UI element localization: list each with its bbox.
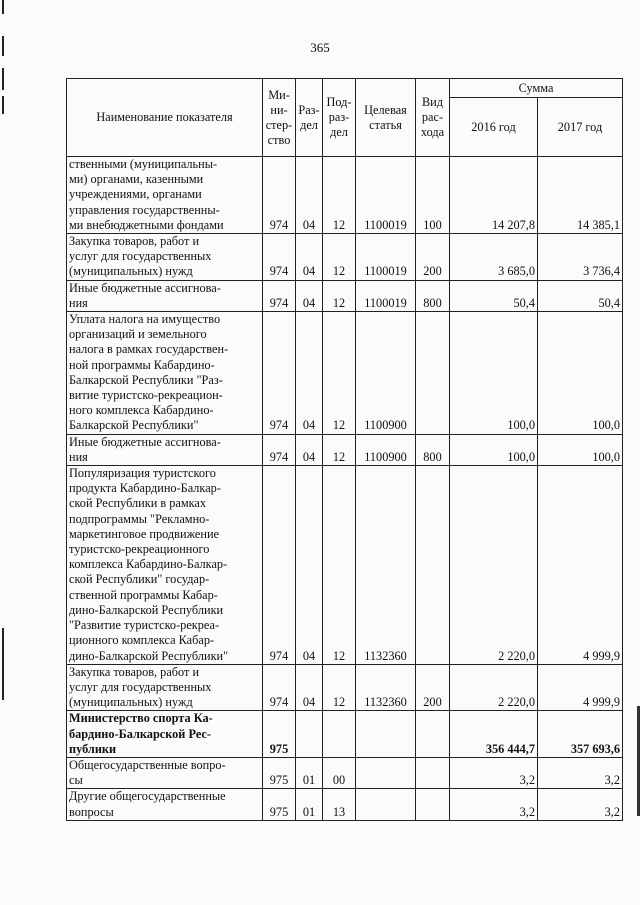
row-amount-2017: 50,4 (538, 280, 623, 311)
row-ministry: 974 (263, 312, 296, 435)
header-name: Наименование показателя (67, 79, 263, 157)
row-ministry: 974 (263, 664, 296, 711)
row-expense-type: 800 (416, 280, 450, 311)
header-subsection: Под- раз- дел (323, 79, 356, 157)
row-amount-2016: 100,0 (450, 312, 538, 435)
row-ministry: 974 (263, 157, 296, 234)
table-row (67, 434, 623, 465)
row-amount-2017: 4 999,9 (538, 664, 623, 711)
table-row (67, 312, 623, 435)
row-amount-2016: 3,2 (450, 789, 538, 820)
row-section: 01 (296, 789, 323, 820)
row-target: 1100019 (356, 157, 416, 234)
row-subsection (323, 711, 356, 758)
row-ministry: 975 (263, 757, 296, 788)
row-expense-type (416, 757, 450, 788)
row-subsection: 12 (323, 664, 356, 711)
left-margin-mark (2, 0, 4, 14)
row-amount-2017: 3,2 (538, 757, 623, 788)
row-expense-type (416, 711, 450, 758)
row-name: Закупка товаров, работ и услуг для государственных (муниципальных) нужд (67, 664, 263, 711)
row-name: Иные бюджетные ассигнова- ния (67, 434, 263, 465)
budget-table (66, 78, 623, 821)
header-expense-type: Вид рас- хода (416, 79, 450, 157)
row-name: Закупка товаров, работ и услуг для государственных (муниципальных) нужд (67, 234, 263, 281)
row-target: 1100019 (356, 234, 416, 281)
row-amount-2016: 100,0 (450, 434, 538, 465)
row-name: Уплата налога на имущество организаций и земельного налога в рамках государствен- ной программы Кабардино- Балкарской Республики "Раз- витие туристско-рекреацион- ного комплекса Кабардино- Балкарской Республики" (67, 312, 263, 435)
row-name: Общегосударственные вопро- сы (67, 757, 263, 788)
row-subsection: 12 (323, 312, 356, 435)
row-expense-type: 200 (416, 234, 450, 281)
row-name: Популяризация туристского продукта Кабардино-Балкар- ской Республики в рамках подпрограммы "Рекламно- маркетинговое продвижение туристско-рекреационного комплекса Кабардино-Балкар- ской Республики" государ- ственной программы Кабар- дино-Балкарской Республики "Развитие туристско-рекреа- ционного комплекса Кабар- дино-Балкарской Республики" (67, 466, 263, 665)
row-amount-2016: 3 685,0 (450, 234, 538, 281)
row-section: 04 (296, 664, 323, 711)
table-row (67, 789, 623, 820)
row-amount-2017: 14 385,1 (538, 157, 623, 234)
row-name: ственными (муниципальны- ми) органами, казенными учреждениями, органами управления государственны- ми внебюджетными фондами (67, 157, 263, 234)
row-amount-2017: 3 736,4 (538, 234, 623, 281)
row-section: 04 (296, 234, 323, 281)
row-subsection: 12 (323, 280, 356, 311)
row-ministry: 975 (263, 711, 296, 758)
row-ministry: 974 (263, 280, 296, 311)
row-amount-2017: 100,0 (538, 312, 623, 435)
left-margin-mark (2, 36, 4, 56)
row-expense-type (416, 312, 450, 435)
header-year-2016: 2016 год (450, 98, 538, 157)
row-target: 1132360 (356, 664, 416, 711)
header-target: Целевая статья (356, 79, 416, 157)
row-target: 1100900 (356, 434, 416, 465)
row-target: 1100900 (356, 312, 416, 435)
row-subsection: 13 (323, 789, 356, 820)
row-expense-type: 200 (416, 664, 450, 711)
row-section: 04 (296, 434, 323, 465)
row-section (296, 711, 323, 758)
row-target: 1100019 (356, 280, 416, 311)
row-ministry: 974 (263, 466, 296, 665)
row-section: 01 (296, 757, 323, 788)
row-section: 04 (296, 157, 323, 234)
row-ministry: 975 (263, 789, 296, 820)
row-amount-2016: 3,2 (450, 757, 538, 788)
row-amount-2017: 4 999,9 (538, 466, 623, 665)
row-subsection: 00 (323, 757, 356, 788)
row-subsection: 12 (323, 234, 356, 281)
table-row (67, 466, 623, 665)
row-target (356, 711, 416, 758)
header-year-2017: 2017 год (538, 98, 623, 157)
row-section: 04 (296, 280, 323, 311)
row-amount-2016: 2 220,0 (450, 664, 538, 711)
row-name: Другие общегосударственные вопросы (67, 789, 263, 820)
header-sum: Сумма (450, 79, 623, 98)
page-number: 365 (310, 40, 330, 55)
row-expense-type (416, 466, 450, 665)
row-subsection: 12 (323, 466, 356, 665)
row-amount-2016: 356 444,7 (450, 711, 538, 758)
table-header-row (67, 79, 623, 98)
row-expense-type: 100 (416, 157, 450, 234)
row-section: 04 (296, 312, 323, 435)
left-margin-mark (2, 628, 4, 700)
row-name: Иные бюджетные ассигнова- ния (67, 280, 263, 311)
row-target: 1132360 (356, 466, 416, 665)
row-amount-2017: 357 693,6 (538, 711, 623, 758)
row-target (356, 789, 416, 820)
table-row (67, 280, 623, 311)
table-row (67, 157, 623, 234)
row-amount-2016: 14 207,8 (450, 157, 538, 234)
row-expense-type (416, 789, 450, 820)
table-body (67, 157, 623, 821)
row-name: Министерство спорта Ка- бардино-Балкарской Рес- публики (67, 711, 263, 758)
row-ministry: 974 (263, 434, 296, 465)
row-amount-2017: 3,2 (538, 789, 623, 820)
table-row (67, 711, 623, 758)
table-row (67, 234, 623, 281)
row-target (356, 757, 416, 788)
row-subsection: 12 (323, 434, 356, 465)
row-section: 04 (296, 466, 323, 665)
table-row (67, 757, 623, 788)
row-amount-2017: 100,0 (538, 434, 623, 465)
row-ministry: 974 (263, 234, 296, 281)
header-section: Раз- дел (296, 79, 323, 157)
row-expense-type: 800 (416, 434, 450, 465)
table-row (67, 664, 623, 711)
header-ministry: Ми- ни- стер- ство (263, 79, 296, 157)
left-margin-mark (2, 68, 4, 90)
left-margin-mark (2, 96, 4, 114)
row-amount-2016: 50,4 (450, 280, 538, 311)
row-subsection: 12 (323, 157, 356, 234)
row-amount-2016: 2 220,0 (450, 466, 538, 665)
